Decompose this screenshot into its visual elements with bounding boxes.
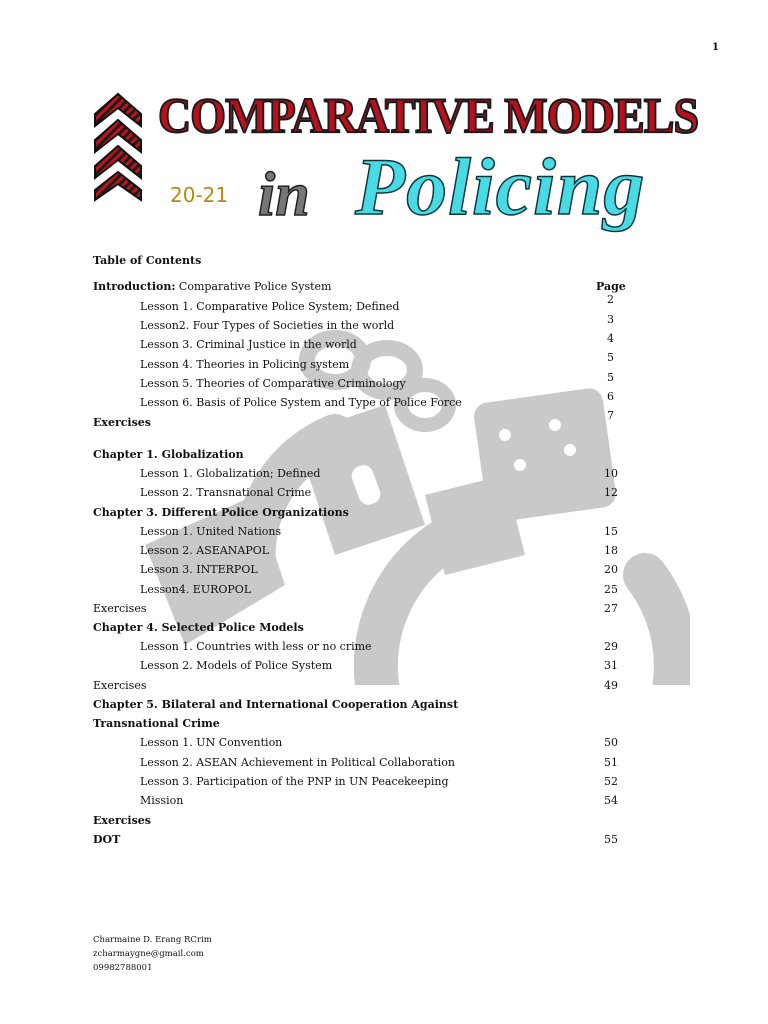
- page-column-label: Page: [596, 280, 626, 293]
- toc-page: 52: [604, 775, 618, 788]
- toc-entry[interactable]: Lesson 1. Comparative Police System; Defined: [140, 300, 400, 313]
- title-main: COMPARATIVE MODELS: [158, 87, 699, 143]
- toc-entry[interactable]: Mission: [140, 794, 184, 807]
- toc-entry[interactable]: Lesson 1. UN Convention: [140, 736, 283, 749]
- toc-heading: Table of Contents: [93, 254, 202, 267]
- toc-page: 20: [604, 563, 618, 576]
- toc-entry[interactable]: Lesson4. EUROPOL: [140, 583, 252, 596]
- toc-page: 4: [607, 332, 614, 345]
- toc-chapter[interactable]: Chapter 4. Selected Police Models: [93, 621, 304, 634]
- author-phone: 09982788001: [93, 963, 153, 973]
- toc-page: 7: [607, 409, 614, 422]
- toc-entry[interactable]: Lesson 4. Theories in Policing system: [140, 358, 350, 371]
- toc-entry[interactable]: Lesson 2. ASEANAPOL: [140, 544, 270, 557]
- toc-page: 15: [604, 525, 618, 538]
- toc-entry[interactable]: Lesson 1. Globalization; Defined: [140, 467, 321, 480]
- toc-entry[interactable]: Lesson 2. ASEAN Achievement in Political Collaboration: [140, 756, 455, 769]
- toc-chapter[interactable]: Chapter 3. Different Police Organizations: [93, 506, 349, 519]
- toc-page: 12: [604, 486, 618, 499]
- toc-exercises[interactable]: Exercises: [93, 679, 147, 692]
- toc-chapter[interactable]: Chapter 5. Bilateral and International Cooperation Against: [93, 698, 459, 711]
- toc-entry[interactable]: Lesson 3. Participation of the PNP in UN Peacekeeping: [140, 775, 449, 788]
- toc-entry-dot[interactable]: DOT: [93, 833, 121, 846]
- toc-page: 10: [604, 467, 618, 480]
- toc-intro: [93, 280, 332, 294]
- toc-exercises[interactable]: Exercises: [93, 602, 147, 615]
- toc-page: 18: [604, 544, 618, 557]
- toc-page: 5: [607, 371, 614, 384]
- toc-page: 55: [604, 833, 618, 846]
- toc-entry[interactable]: Lesson 1. United Nations: [140, 525, 282, 538]
- title-policing: Policing: [355, 141, 646, 232]
- toc-page: 31: [604, 659, 618, 672]
- toc-page: 3: [607, 313, 614, 326]
- intro-text: Comparative Police System: [178, 280, 332, 293]
- chevron-logo-icon: [93, 90, 143, 202]
- toc-exercises[interactable]: Exercises: [93, 814, 151, 827]
- page-number: 1: [712, 42, 719, 53]
- year-label: 20-21: [170, 183, 229, 207]
- author-email[interactable]: zcharmaygne@gmail.com: [93, 949, 204, 959]
- toc-chapter-cont: Transnational Crime: [93, 717, 220, 730]
- toc-entry[interactable]: Lesson2. Four Types of Societies in the world: [140, 319, 395, 332]
- footer: [93, 933, 212, 975]
- toc-page: 51: [604, 756, 618, 769]
- toc-exercises[interactable]: Exercises: [93, 416, 151, 429]
- intro-label: Introduction:: [93, 280, 176, 293]
- toc-page: 54: [604, 794, 618, 807]
- toc-entry[interactable]: Lesson 6. Basis of Police System and Type of Police Force: [140, 396, 462, 409]
- toc-page: 49: [604, 679, 618, 692]
- toc-page: 2: [607, 293, 614, 306]
- toc-entry[interactable]: Lesson 5. Theories of Comparative Criminology: [140, 377, 406, 390]
- toc-page: 25: [604, 583, 618, 596]
- toc-entry[interactable]: Lesson 2. Models of Police System: [140, 659, 333, 672]
- toc-page: 6: [607, 390, 614, 403]
- toc-page: 27: [604, 602, 618, 615]
- toc-entry[interactable]: Lesson 2. Transnational Crime: [140, 486, 312, 499]
- toc-page: 50: [604, 736, 618, 749]
- title-in: in: [258, 161, 310, 229]
- toc-page: 29: [604, 640, 618, 653]
- toc-entry[interactable]: Lesson 3. Criminal Justice in the world: [140, 338, 357, 351]
- toc-entry[interactable]: Lesson 1. Countries with less or no crime: [140, 640, 372, 653]
- toc-chapter[interactable]: Chapter 1. Globalization: [93, 448, 244, 461]
- author-name: Charmaine D. Erang RCrim: [93, 935, 212, 945]
- toc-entry[interactable]: Lesson 3. INTERPOL: [140, 563, 258, 576]
- toc-page: 5: [607, 351, 614, 364]
